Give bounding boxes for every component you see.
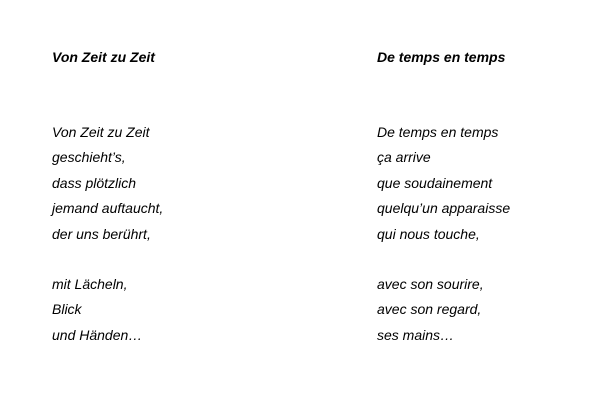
french-stanza-2 <box>377 274 484 350</box>
german-stanza-2 <box>52 274 142 350</box>
poem-line: ça arrive <box>377 149 431 166</box>
german-stanza-1 <box>52 122 163 249</box>
poem-line: qui nous touche, <box>377 225 480 242</box>
poem-line: dass plötzlich <box>52 174 137 191</box>
poem-line: der uns berührt, <box>52 225 151 242</box>
poem-line: Blick <box>52 301 82 318</box>
poem-line: mit Lächeln, <box>52 276 128 292</box>
poem-line: geschieht’s, <box>52 149 126 166</box>
french-stanza-1 <box>377 122 510 249</box>
poem-line: quelqu’un apparaisse <box>377 200 511 217</box>
poem-line: Von Zeit zu Zeit <box>52 124 150 140</box>
french-title: De temps en temps <box>377 49 506 65</box>
german-title: Von Zeit zu Zeit <box>52 49 155 65</box>
poem-line: jemand auftaucht, <box>52 200 164 217</box>
poem-line: ses mains… <box>377 326 455 343</box>
poem-line: que soudainement <box>377 174 493 191</box>
poem-line: und Händen… <box>52 326 143 343</box>
poem-line: avec son sourire, <box>377 276 484 292</box>
poem-line: avec son regard, <box>377 301 482 318</box>
poem-line: De temps en temps <box>377 124 499 140</box>
